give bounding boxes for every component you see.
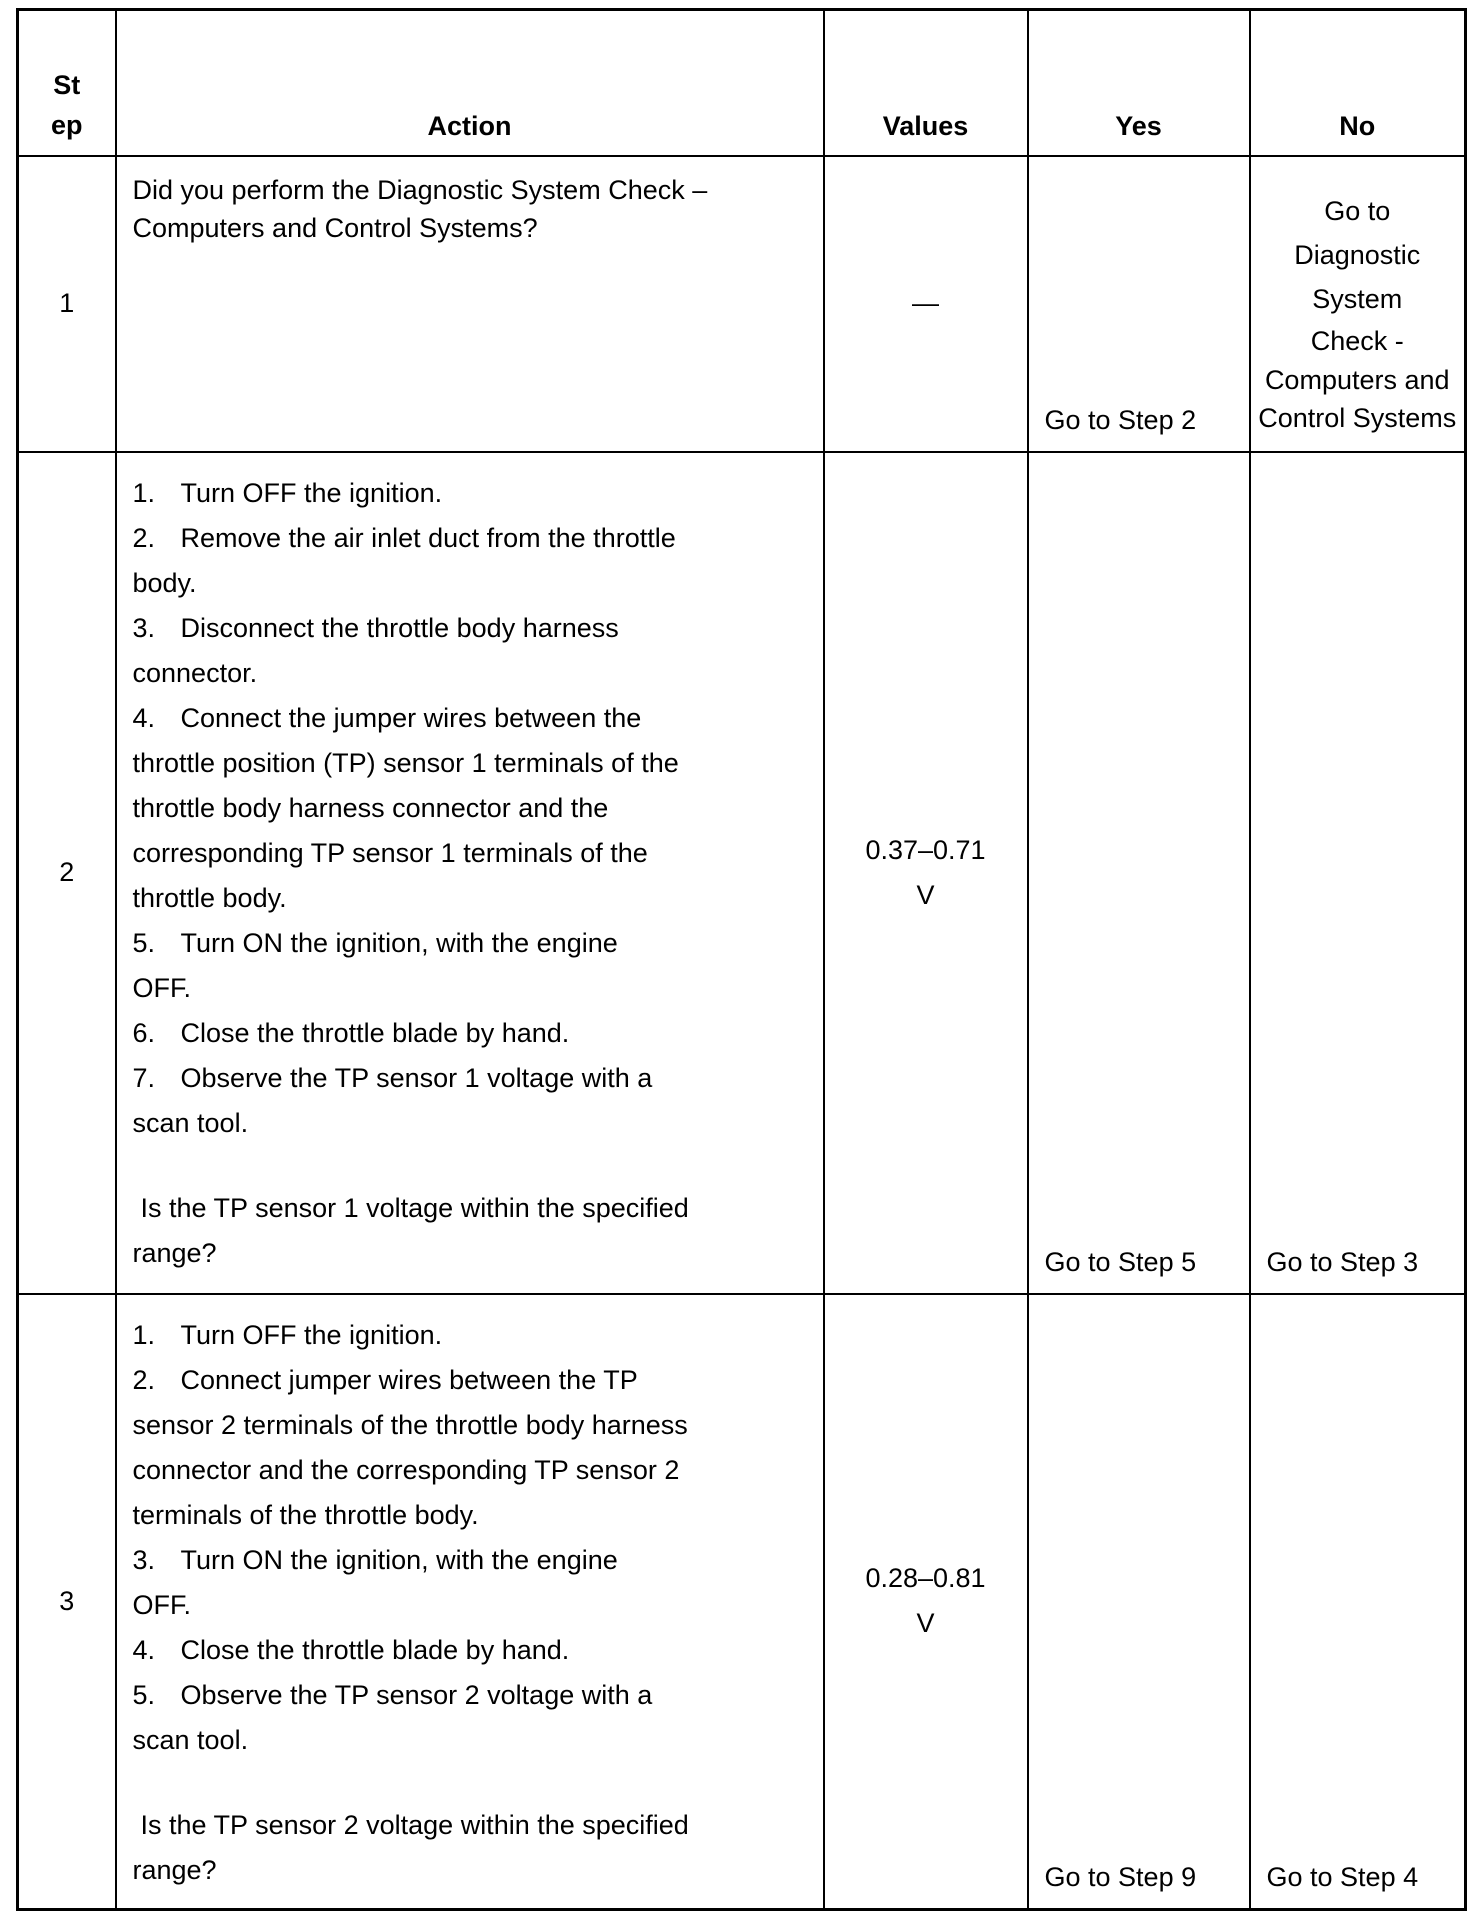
no-cell: Go to Step 3 <box>1250 452 1466 1294</box>
question-line: Is the TP sensor 2 voltage within the specified <box>140 1809 689 1840</box>
table-row <box>18 452 1466 1294</box>
values-cell: 0.28–0.81 V <box>824 1294 1028 1910</box>
list-item: 5. Observe the TP sensor 2 voltage with a <box>132 1679 653 1710</box>
yes-cell: Go to Step 5 <box>1028 452 1250 1294</box>
header-values: Values <box>824 10 1028 156</box>
list-item: 2. Connect jumper wires between the TP <box>132 1364 638 1395</box>
list-item: 2. Remove the air inlet duct from the throttle <box>132 522 676 553</box>
list-item: 7. Observe the TP sensor 1 voltage with a <box>132 1062 653 1093</box>
header-no: No <box>1250 10 1466 156</box>
action-line: Computers and Control Systems? <box>132 212 538 243</box>
header-step <box>18 10 116 156</box>
values-cell: — <box>824 156 1028 452</box>
list-item: 1. Turn OFF the ignition. <box>132 1319 443 1350</box>
yes-cell: Go to Step 9 <box>1028 1294 1250 1910</box>
table-header-row <box>18 10 1466 156</box>
no-line: Control Systems <box>1258 402 1457 433</box>
list-item: 6. Close the throttle blade by hand. <box>132 1017 570 1048</box>
list-item: 5. Turn ON the ignition, with the engine <box>132 927 618 958</box>
header-action: Action <box>116 10 824 156</box>
table-row <box>18 156 1466 452</box>
list-item: 1. Turn OFF the ignition. <box>132 477 443 508</box>
question-line: range? <box>132 1237 217 1268</box>
no-cell: Go to Step 4 <box>1250 1294 1466 1910</box>
values-cell: 0.37–0.71 V <box>824 452 1028 1294</box>
question-line: range? <box>132 1854 217 1885</box>
action-cell: 1. Turn OFF the ignition. 2. Connect jumper wires between the TP sensor 2 terminals of the throttle body harness connector and the corresponding TP sensor 2 terminals of the throttle body. 3. Turn ON the ignition, with the engine OFF. 4. Close the throttle blade by hand. 5. Observe the TP sensor 2 voltage with a scan tool. Is the TP sensor 2 voltage within the specified range? <box>116 1294 824 1910</box>
step-number: 2 <box>18 452 116 1294</box>
no-line: System <box>1312 283 1403 314</box>
no-line: Go to <box>1324 195 1391 226</box>
table-row <box>18 1294 1466 1910</box>
header-step-line1: St <box>53 69 81 100</box>
no-cell <box>1250 156 1466 452</box>
no-line: Diagnostic <box>1294 239 1421 270</box>
action-line: Did you perform the Diagnostic System Check – <box>132 174 708 205</box>
list-item: 3. Turn ON the ignition, with the engine <box>132 1544 618 1575</box>
step-number: 3 <box>18 1294 116 1910</box>
no-line: Check - <box>1310 325 1404 356</box>
header-yes: Yes <box>1028 10 1250 156</box>
step-number: 1 <box>18 156 116 452</box>
question-line: Is the TP sensor 1 voltage within the specified <box>140 1192 689 1223</box>
list-item: 4. Connect the jumper wires between the <box>132 702 642 733</box>
yes-cell: Go to Step 2 <box>1028 156 1250 452</box>
header-step-line2: ep <box>50 109 83 140</box>
diagnostic-table <box>16 8 1467 1911</box>
action-cell: 1. Turn OFF the ignition. 2. Remove the air inlet duct from the throttle body. 3. Disconnect the throttle body harness connector. 4. Connect the jumper wires between the throttle position (TP) sensor 1 terminals of the throttle body harness connector and the corresponding TP sensor 1 terminals of the throttle body. 5. Turn ON the ignition, with the engine OFF. 6. Close the throttle blade by hand. 7. Observe the TP sensor 1 voltage with a scan tool. Is the TP sensor 1 voltage within the specified range? <box>116 452 824 1294</box>
no-line: Computers and <box>1264 364 1450 395</box>
action-cell <box>116 156 824 452</box>
list-item: 3. Disconnect the throttle body harness <box>132 612 619 643</box>
list-item: 4. Close the throttle blade by hand. <box>132 1634 570 1665</box>
